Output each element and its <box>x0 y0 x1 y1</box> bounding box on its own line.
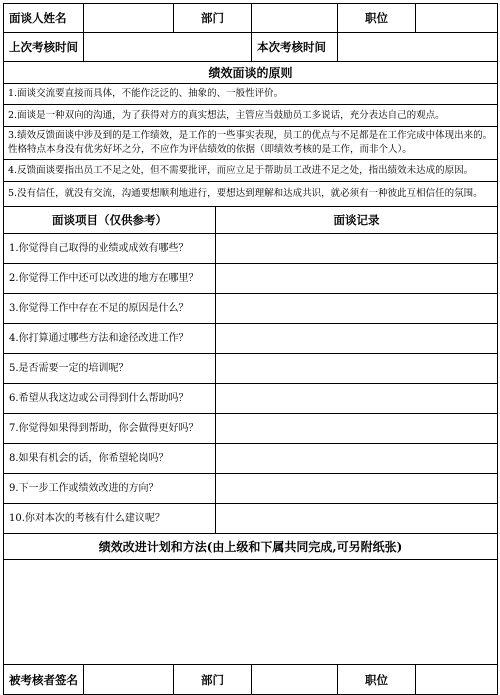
interview-record-field[interactable] <box>216 324 498 354</box>
signature-label: 被考核者签名 <box>4 665 84 695</box>
interview-question: 5.是否需要一定的培训呢？ <box>4 354 216 384</box>
interview-record-field[interactable] <box>216 354 498 384</box>
interview-record-field[interactable] <box>216 294 498 324</box>
interview-question: 1.你觉得自己取得的业绩或成效有哪些？ <box>4 234 216 264</box>
interview-record-field[interactable] <box>216 384 498 414</box>
interview-question: 3.你觉得工作中存在不足的原因是什么？ <box>4 294 216 324</box>
improvement-plan-field[interactable] <box>4 560 498 665</box>
principle-item: 2.面谈是一种双向的沟通，为了获得对方的真实想法，主管应当鼓励员工多说话，充分表达自己的观点。 <box>4 105 498 127</box>
principles-title: 绩效面谈的原则 <box>4 62 498 84</box>
principle-item: 3.绩效反馈面谈中涉及到的是工作绩效，是工作的一些事实表现，员工的优点与不足都是在工作完成中体现出来的。性格特点本身没有优劣好坏之分，不应作为评估绩效的依据（即绩效考核的是工作，而非个人）。 <box>4 127 498 160</box>
interview-record-field[interactable] <box>216 264 498 294</box>
footer-row <box>4 665 498 695</box>
interviewee-name-field[interactable] <box>84 4 174 33</box>
position-label: 职位 <box>338 4 416 33</box>
department-label: 部门 <box>174 4 252 33</box>
current-review-time-label: 本次考核时间 <box>252 33 338 62</box>
current-review-time-field[interactable] <box>338 33 498 62</box>
interview-question: 4.你打算通过哪些方法和途径改进工作？ <box>4 324 216 354</box>
department-field[interactable] <box>252 4 338 33</box>
signature-field[interactable] <box>84 665 174 695</box>
interview-items-header: 面谈项目（仅供参考） <box>4 207 216 234</box>
header-row-2 <box>4 33 498 62</box>
interview-record-field[interactable] <box>216 414 498 444</box>
interview-records-header: 面谈记录 <box>216 207 498 234</box>
interview-record-field[interactable] <box>216 444 498 474</box>
interviewee-name-label: 面谈人姓名 <box>4 4 84 33</box>
principle-item: 4.反馈面谈要指出员工不足之处，但不需要批评，而应立足于帮助员工改进不足之处，指出绩效未达成的原因。 <box>4 160 498 182</box>
interview-record-field[interactable] <box>216 474 498 504</box>
footer-position-field[interactable] <box>416 665 498 695</box>
last-review-time-label: 上次考核时间 <box>4 33 84 62</box>
interview-question: 7.你觉得如果得到帮助，你会做得更好吗？ <box>4 414 216 444</box>
interview-question: 9.下一步工作或绩效改进的方向？ <box>4 474 216 504</box>
interview-record-field[interactable] <box>216 234 498 264</box>
principle-item: 1.面谈交流要直接而具体，不能作泛泛的、抽象的、一般性评价。 <box>4 84 498 105</box>
footer-department-label: 部门 <box>174 665 252 695</box>
header-row-1 <box>4 4 498 33</box>
form-table <box>3 3 498 695</box>
interview-question: 8.如果有机会的话，你希望轮岗吗？ <box>4 444 216 474</box>
last-review-time-field[interactable] <box>84 33 252 62</box>
position-field[interactable] <box>416 4 498 33</box>
improvement-plan-title: 绩效改进计划和方法(由上级和下属共同完成,可另附纸张) <box>4 534 498 560</box>
interview-question: 6.希望从我这边或公司得到什么帮助吗？ <box>4 384 216 414</box>
footer-department-field[interactable] <box>252 665 338 695</box>
interview-question: 10.你对本次的考核有什么建议呢？ <box>4 504 216 534</box>
interview-question: 2.你觉得工作中还可以改进的地方在哪里？ <box>4 264 216 294</box>
principle-item: 5.没有信任，就没有交流，沟通要想顺利地进行，要想达到理解和达成共识，就必须有一种彼此互相信任的氛围。 <box>4 182 498 207</box>
footer-position-label: 职位 <box>338 665 416 695</box>
interview-record-field[interactable] <box>216 504 498 534</box>
